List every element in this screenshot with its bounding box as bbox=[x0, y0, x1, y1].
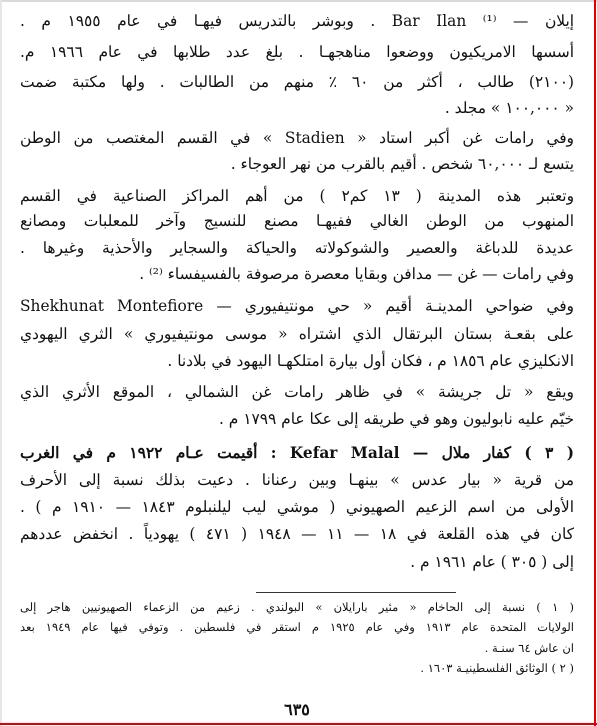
body-line: وفي رامات — غن — مدافن وبقايا معصرة مرصوفة بالفسيفساء ⁽²⁾ . bbox=[139, 265, 574, 283]
body-line: يتسع لـ ٦٠,٠٠٠ شخص . أقيم بالقرب من نهر العوجاء . bbox=[230, 155, 574, 173]
body-line: (٢١٠٠) طالب ، أكثر من ٦٠ ٪ منهم من الطالبات . ولها مكتبة ضمت bbox=[20, 73, 574, 91]
body-line: وفي ضواحي المدينـة أقيم « حي مونتيفيوري — Shekhunat Montefiore bbox=[20, 297, 574, 315]
body-line: على بقعـة بستان البرتقال الذي اشتراه « موسى مونتيفيوري » الثري اليهودي bbox=[20, 325, 574, 343]
body-line: الانكليزي عام ١٨٥٦ م ، فكان أول بيارة امتلكهـا اليهود في بلادنا . bbox=[167, 352, 574, 370]
body-line: خيّم عليه نابوليون وهو في طريقه إلى عكا عام ١٧٩٩ م . bbox=[218, 410, 574, 428]
body-line: إلى ( ٣٠٥ ) عام ١٩٦١ م . bbox=[410, 553, 574, 571]
footnote-line: ان عاش ٦٤ سنـة . bbox=[484, 641, 574, 655]
body-line: وتعتبر هذه المدينة ( ١٣ كم٢ ) من أهم المراكز الصناعية في القسم bbox=[20, 187, 574, 205]
footnote-line: ( ١ ) نسبة إلى الحاخام « مئير بارايلان » البولندي . زعيم من الزعماء الصهيونيين هاجر إلى bbox=[20, 600, 574, 614]
body-line: عديدة للدباغة والعصير والشوكولاته والحياكة والسجاير والأحذية وغيرها . bbox=[20, 239, 574, 257]
frame-edge-left bbox=[0, 0, 2, 726]
body-line: كان في هذه القلعة في ١٨ — ١١ — ١٩٤٨ ( ٤٧١ ) يهودياً . انخفض عددهم bbox=[20, 525, 574, 543]
body-line: من قرية « بيار عدس » بينهـا وبين رعنانا . دعيت بذلك نسبة إلى الأحرف bbox=[20, 471, 574, 489]
footnote-separator bbox=[256, 592, 456, 593]
body-line: « ١٠٠,٠٠٠ » مجلد . bbox=[444, 99, 574, 117]
book-page bbox=[20, 4, 574, 724]
body-line: ( ٣ ) كفار ملال — Kefar Malal : أقيمت عـام ١٩٢٢ م في الغرب bbox=[20, 444, 574, 462]
body-line: أسسها الامريكيون ووضعوا مناهجهـا . بلغ عدد طلابها في عام ١٩٦٦ م. bbox=[20, 43, 574, 61]
footnote-line: الولايات المتحدة عام ١٩١٣ وفي عام ١٩٢٥ م استقر في فلسطين . وتوفي فيها عام ١٩٤٩ بعد bbox=[20, 620, 574, 634]
frame-edge-right bbox=[594, 0, 596, 726]
body-line: إيلان — Bar Ilan ⁽¹⁾ . وبوشر بالتدريس فيهـا في عام ١٩٥٥ م . bbox=[20, 12, 575, 30]
frame-edge-top bbox=[0, 0, 597, 2]
body-line: الأولى من اسم الزعيم الصهيوني ( موشي ليب ليلنبلوم ١٨٤٣ — ١٩١٠ م ) . bbox=[20, 498, 574, 516]
body-line: المنهوب من الوطن الغالي ففيهـا مصنع للنسيج وآخر للمعلبات ومصانع bbox=[20, 212, 574, 230]
body-line: ويقع « تل جريشة » في ظاهر رامات غن الشمالي ، الموقع الأثري الذي bbox=[20, 383, 574, 401]
body-line: وفي رامات غن أكبر استاد « Stadien » في القسم المغتصب من الوطن bbox=[20, 129, 574, 147]
page-number: ٦٣٥ bbox=[284, 700, 310, 719]
footnote-line: ( ٢ ) الوثائق الفلسطينيـة ١٦٠٣ . bbox=[420, 661, 574, 675]
